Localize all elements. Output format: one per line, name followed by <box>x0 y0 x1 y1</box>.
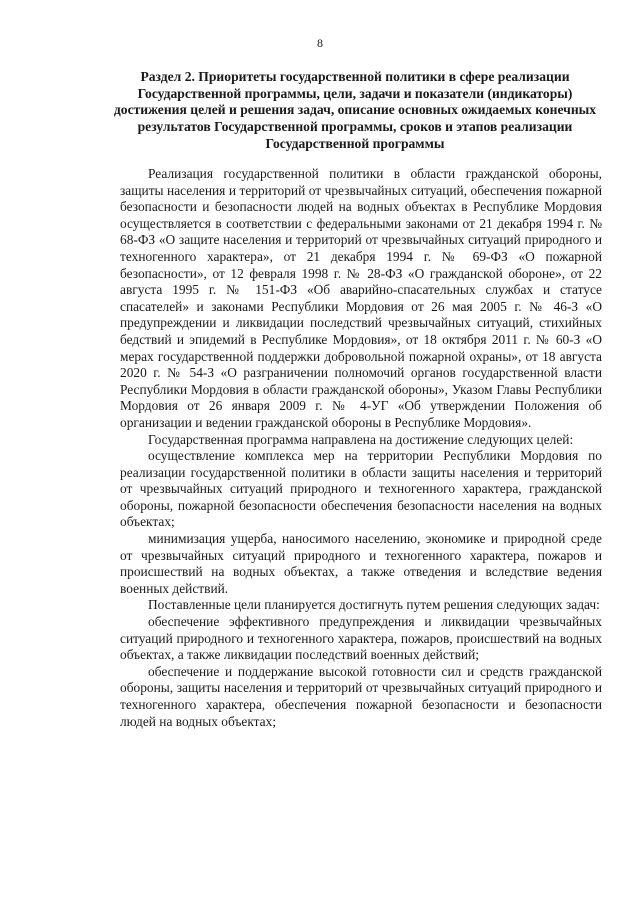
paragraph-task-1: обеспечение эффективного предупреждения и ликвидации чрезвычайных ситуаций природного и техногенного характера, пожаров, происшествий на водных объектах, а также ликвидации последствий военных действий; <box>120 614 602 663</box>
section-body <box>120 166 602 730</box>
paragraph-goals-intro: Государственная программа направлена на достижение следующих целей: <box>148 431 574 447</box>
paragraph-task-2: обеспечение и поддержание высокой готовности сил и средств гражданской обороны, защиты населения и территорий от чрезвычайных ситуаций природного и техногенного характера, обеспечения пожарной безопасности и безопасности людей на водных объектах; <box>120 663 602 729</box>
paragraph-legal-basis: Реализация государственной политики в области гражданской обороны, защиты населения и территорий от чрезвычайных ситуаций, обеспечения пожарной безопасности и безопасности людей на водных объектах в Республике Мордовия осуществляется в соответствии с федеральными законами от 21 декабря 1994 г. № 68-ФЗ «О защите населения и территорий от чрезвычайных ситуаций природного и техногенного характера», от 21 декабря 1994 г. № 69-ФЗ «О пожарной безопасности», от 12 февраля 1998 г. № 28-ФЗ «О гражданской обороне», от 22 августа 1995 г. № 151-ФЗ «Об аварийно-спасательных службах и статусе спасателей» и законами Республики Мордовия от 26 мая 2005 г. № 46-З «О предупреждении и ликвидации последствий чрезвычайных ситуаций, стихийных бедствий и эпидемий в Республике Мордовия», от 18 октября 2011 г. № 60-З «О мерах государственной поддержки добровольной пожарной охраны», от 18 августа 2020 г. № 54-З «О разграничении полномочий органов государственной власти Республики Мордовия в области гражданской обороны», Указом Главы Республики Мордовия от 26 января 2009 г. № 4-УГ «Об утверждении Положения об организации и ведении гражданской обороны в Республике Мордовия». <box>120 166 602 430</box>
section-heading: Раздел 2. Приоритеты государственной политики в сфере реализации Государственной программы, цели, задачи и показатели (индикаторы) достижения целей и решения задач, описание основных ожидаемых конечных результатов Государственной программы, сроков и этапов реализации Государственной программы <box>113 69 597 151</box>
paragraph-goal-2: минимизация ущерба, наносимого населению, экономике и природной среде от чрезвычайных ситуаций природного и техногенного характера, пожаров и происшествий на водных объектах, а также отведения и вследствие ведения военных действий. <box>120 531 602 596</box>
paragraph-goal-1: осуществление комплекса мер на территории Республики Мордовия по реализации государственной политики в области защиты населения и территорий от чрезвычайных ситуаций природного и техногенного характера, гражданской обороны, пожарной безопасности обеспечения безопасности населения на водных объектах; <box>120 448 602 530</box>
page-number: 8 <box>317 36 323 50</box>
paragraph-tasks-intro: Поставленные цели планируется достигнуть путем решения следующих задач: <box>148 597 600 613</box>
